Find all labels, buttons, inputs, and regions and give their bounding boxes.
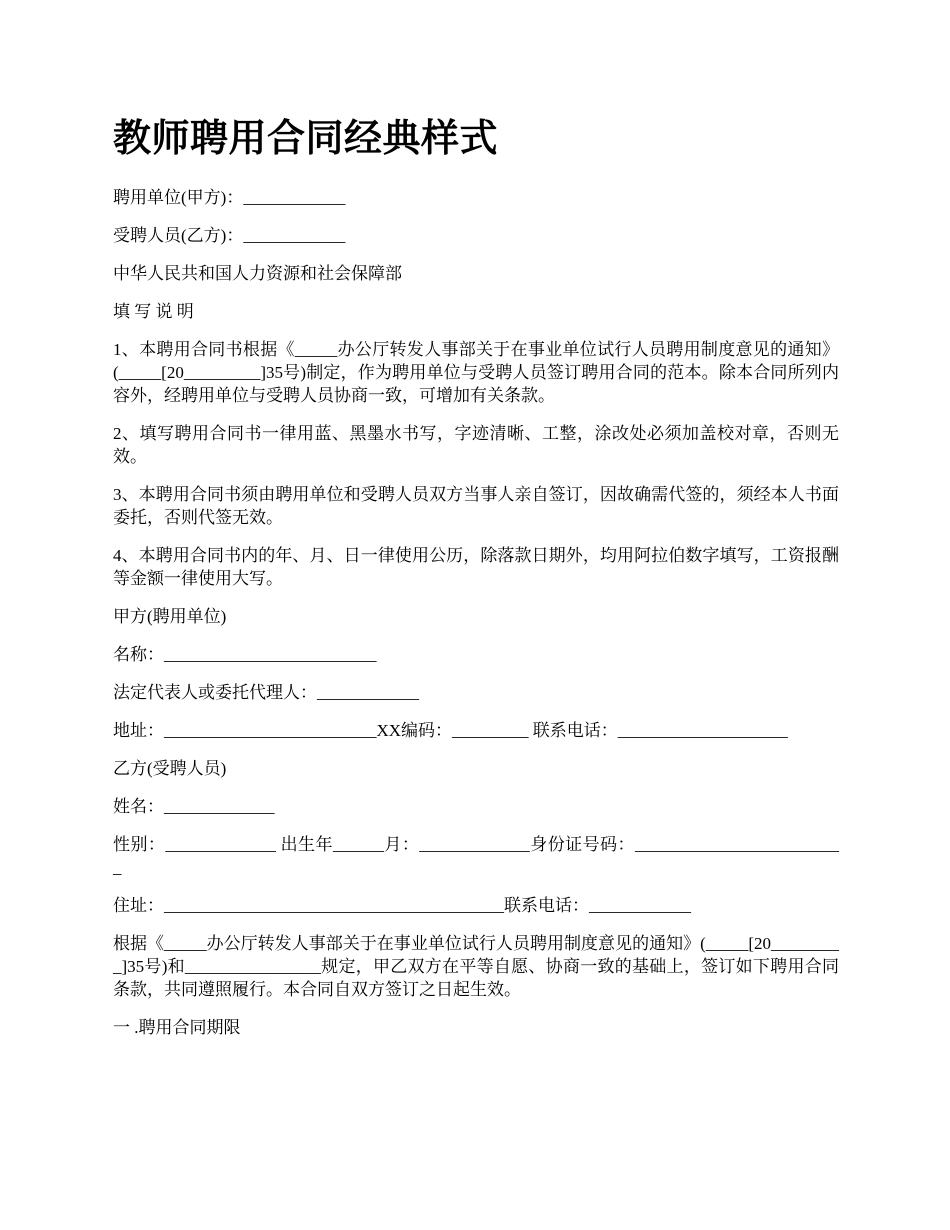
party-b-address: 住址：________________________________________联系电话：____________ <box>113 896 691 915</box>
employee-line: 受聘人员(乙方)：____________ <box>113 226 346 245</box>
party-a-heading: 甲方(聘用单位) <box>113 607 227 626</box>
employer-line: 聘用单位(甲方)：____________ <box>113 188 346 207</box>
party-b-name: 姓名：_____________ <box>113 797 275 816</box>
instruction-1: 1、本聘用合同书根据《_____办公厅转发人事部关于在事业单位试行人员聘用制度意见的通知》(_____[20_________]35号)制定，作为聘用单位与受聘人员签订聘用合同的范本。除本合同所列内容外，经聘用单位与受聘人员协商一致，可增加有关条款。 <box>113 340 839 405</box>
party-a-name: 名称：_________________________ <box>113 645 377 664</box>
party-b-details: 性别：_____________ 出生年______月：_____________身份证号码：_________________________ <box>113 835 839 877</box>
instruction-4: 4、本聘用合同书内的年、月、日一律使用公历，除落款日期外，均用阿拉伯数字填写，工资报酬等金额一律使用大写。 <box>113 546 839 588</box>
issuing-authority: 中华人民共和国人力资源和社会保障部 <box>113 264 402 283</box>
party-a-address: 地址：_________________________XX编码：_________ 联系电话：____________________ <box>113 721 788 740</box>
instruction-3: 3、本聘用合同书须由聘用单位和受聘人员双方当事人亲自签订，因故确需代签的，须经本人书面委托，否则代签无效。 <box>113 485 839 527</box>
party-b-heading: 乙方(受聘人员) <box>113 759 227 778</box>
document-page <box>113 112 839 1054</box>
section-1-heading: 一 .聘用合同期限 <box>113 1018 241 1037</box>
instruction-2: 2、填写聘用合同书一律用蓝、黑墨水书写，字迹清晰、工整，涂改处必须加盖校对章，否则无效。 <box>113 424 839 466</box>
party-a-representative: 法定代表人或委托代理人：____________ <box>113 683 419 702</box>
document-title: 教师聘用合同经典样式 <box>113 116 499 160</box>
instructions-heading: 填 写 说 明 <box>113 302 194 321</box>
contract-preamble: 根据《_____办公厅转发人事部关于在事业单位试行人员聘用制度意见的通知》(_____[20_________]35号)和________________规定，甲乙双方在平等自愿、协商一致的基础上，签订如下聘用合同条款，共同遵照履行。本合同自双方签订之日起生效。 <box>113 934 839 999</box>
